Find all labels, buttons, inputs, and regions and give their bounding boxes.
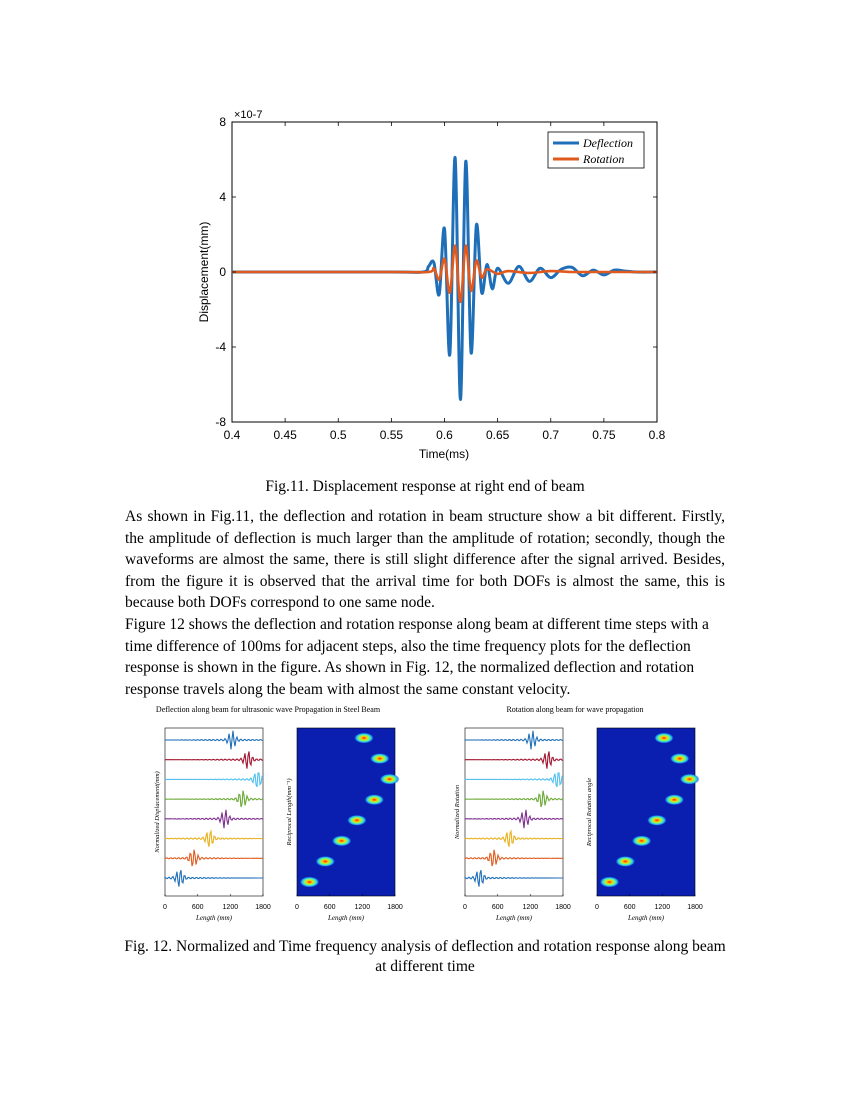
x-tick-label: 0.8: [648, 428, 666, 442]
y-axis-label: Reciprocal Length(mm⁻¹): [286, 778, 293, 846]
x-tick-label: 0.75: [592, 428, 616, 442]
x-tick-label: 1800: [255, 904, 271, 911]
x-axis-label: Time(ms): [418, 447, 470, 461]
fig12-panel-2: [286, 728, 403, 922]
y-axis-label: Reciprocal Rotation angle: [586, 777, 593, 847]
x-tick-label: 0.45: [273, 428, 297, 442]
figure-11-chart: [0, 0, 850, 470]
y-tick-label: -4: [215, 340, 226, 354]
x-axis-label: Length (mm): [628, 914, 664, 922]
x-tick-label: 0.4: [223, 428, 241, 442]
heatmap-spot: [632, 835, 652, 846]
x-tick-label: 1800: [387, 904, 403, 911]
x-tick-label: 0.5: [329, 428, 347, 442]
figure-12: [0, 695, 850, 925]
x-tick-label: 0: [295, 904, 299, 911]
heatmap-spot: [654, 733, 674, 744]
heatmap-spot: [354, 733, 374, 744]
fig12-panel-3: [454, 728, 571, 922]
x-tick-label: 0: [595, 904, 599, 911]
y-tick-label: 4: [219, 190, 226, 204]
heatmap-spot: [670, 753, 690, 764]
y-axis-label: Normalized Rotation: [454, 784, 461, 840]
x-tick-label: 1200: [522, 904, 539, 911]
fig12-title-deflection: Deflection along beam for ultrasonic wave Propagation in Steel Beam: [155, 705, 381, 714]
x-axis-label: Length (mm): [328, 914, 364, 922]
legend: [548, 132, 644, 168]
x-tick-label: 1800: [687, 904, 703, 911]
figure-12-caption-line-1: Fig. 12. Normalized and Time frequency analysis of deflection and rotation response along beam: [124, 938, 726, 955]
heatmap-spot: [615, 856, 635, 867]
figure-12-caption-line-2: at different time: [375, 958, 475, 975]
heatmap-spot: [647, 815, 667, 826]
x-tick-label: 1200: [354, 904, 371, 911]
x-tick-label: 0.6: [436, 428, 453, 442]
y-tick-label: 8: [219, 115, 226, 129]
y-axis-label: Displacement(mm): [197, 221, 211, 323]
x-tick-label: 600: [491, 904, 504, 911]
heatmap-spot: [315, 856, 335, 867]
fig12-panel-1: [154, 728, 271, 922]
x-tick-label: 600: [623, 904, 636, 911]
x-tick-label: 600: [323, 904, 336, 911]
x-tick-label: 0: [463, 904, 467, 911]
y-tick-label: -8: [215, 415, 226, 429]
heatmap-spot: [600, 877, 620, 888]
y-axis-label: Normalized Displacement(mm): [154, 771, 161, 853]
heatmap-spot: [380, 774, 400, 785]
heatmap-spot: [347, 815, 367, 826]
x-tick-label: 1800: [555, 904, 571, 911]
fig12-panel-4: [586, 728, 703, 922]
x-tick-label: 0.7: [542, 428, 560, 442]
fig12-title-rotation: Rotation along beam for wave propagation: [506, 705, 644, 714]
heatmap-spot: [300, 877, 320, 888]
x-tick-label: 0: [163, 904, 167, 911]
y-tick-label: 0: [219, 265, 226, 279]
x-tick-label: 1200: [654, 904, 671, 911]
heatmap-spot: [364, 794, 384, 805]
x-tick-label: 0.55: [379, 428, 404, 442]
x-tick-label: 600: [191, 904, 204, 911]
legend-label-deflection: Deflection: [583, 136, 633, 150]
x-axis-label: Length (mm): [496, 914, 532, 922]
y-exponent-label: ×10-7: [234, 109, 263, 121]
legend-label-rotation: Rotation: [583, 152, 625, 166]
x-tick-label: 1200: [222, 904, 239, 911]
x-tick-label: 0.65: [485, 428, 510, 442]
x-axis-label: Length (mm): [196, 914, 232, 922]
paragraph-1: As shown in Fig.11, the deflection and rotation in beam structure show a bit different. Firstly, the amplitude of deflection is much larger than the amplitude of rotation; secondly, though the waveforms are almost the same, there is still slight difference after the signal arrived. Besides, from the figure it is observed that the arrival time for both DOFs is almost the same, this is because both DOFs correspond to one same node.: [125, 508, 725, 611]
heatmap-spot: [680, 774, 700, 785]
heatmap-spot: [332, 835, 352, 846]
paragraph-2: Figure 12 shows the deflection and rotation response along beam at different time steps with a time difference of 100ms for adjacent steps, also the time frequency plots for the deflection response is shown in the figure. As shown in Fig. 12, the normalized deflection and rotation response travels along the beam with almost the same constant velocity.: [125, 616, 709, 698]
heatmap-spot: [664, 794, 684, 805]
heatmap-spot: [370, 753, 390, 764]
figure-11-caption: Fig.11. Displacement response at right end of beam: [265, 478, 585, 495]
